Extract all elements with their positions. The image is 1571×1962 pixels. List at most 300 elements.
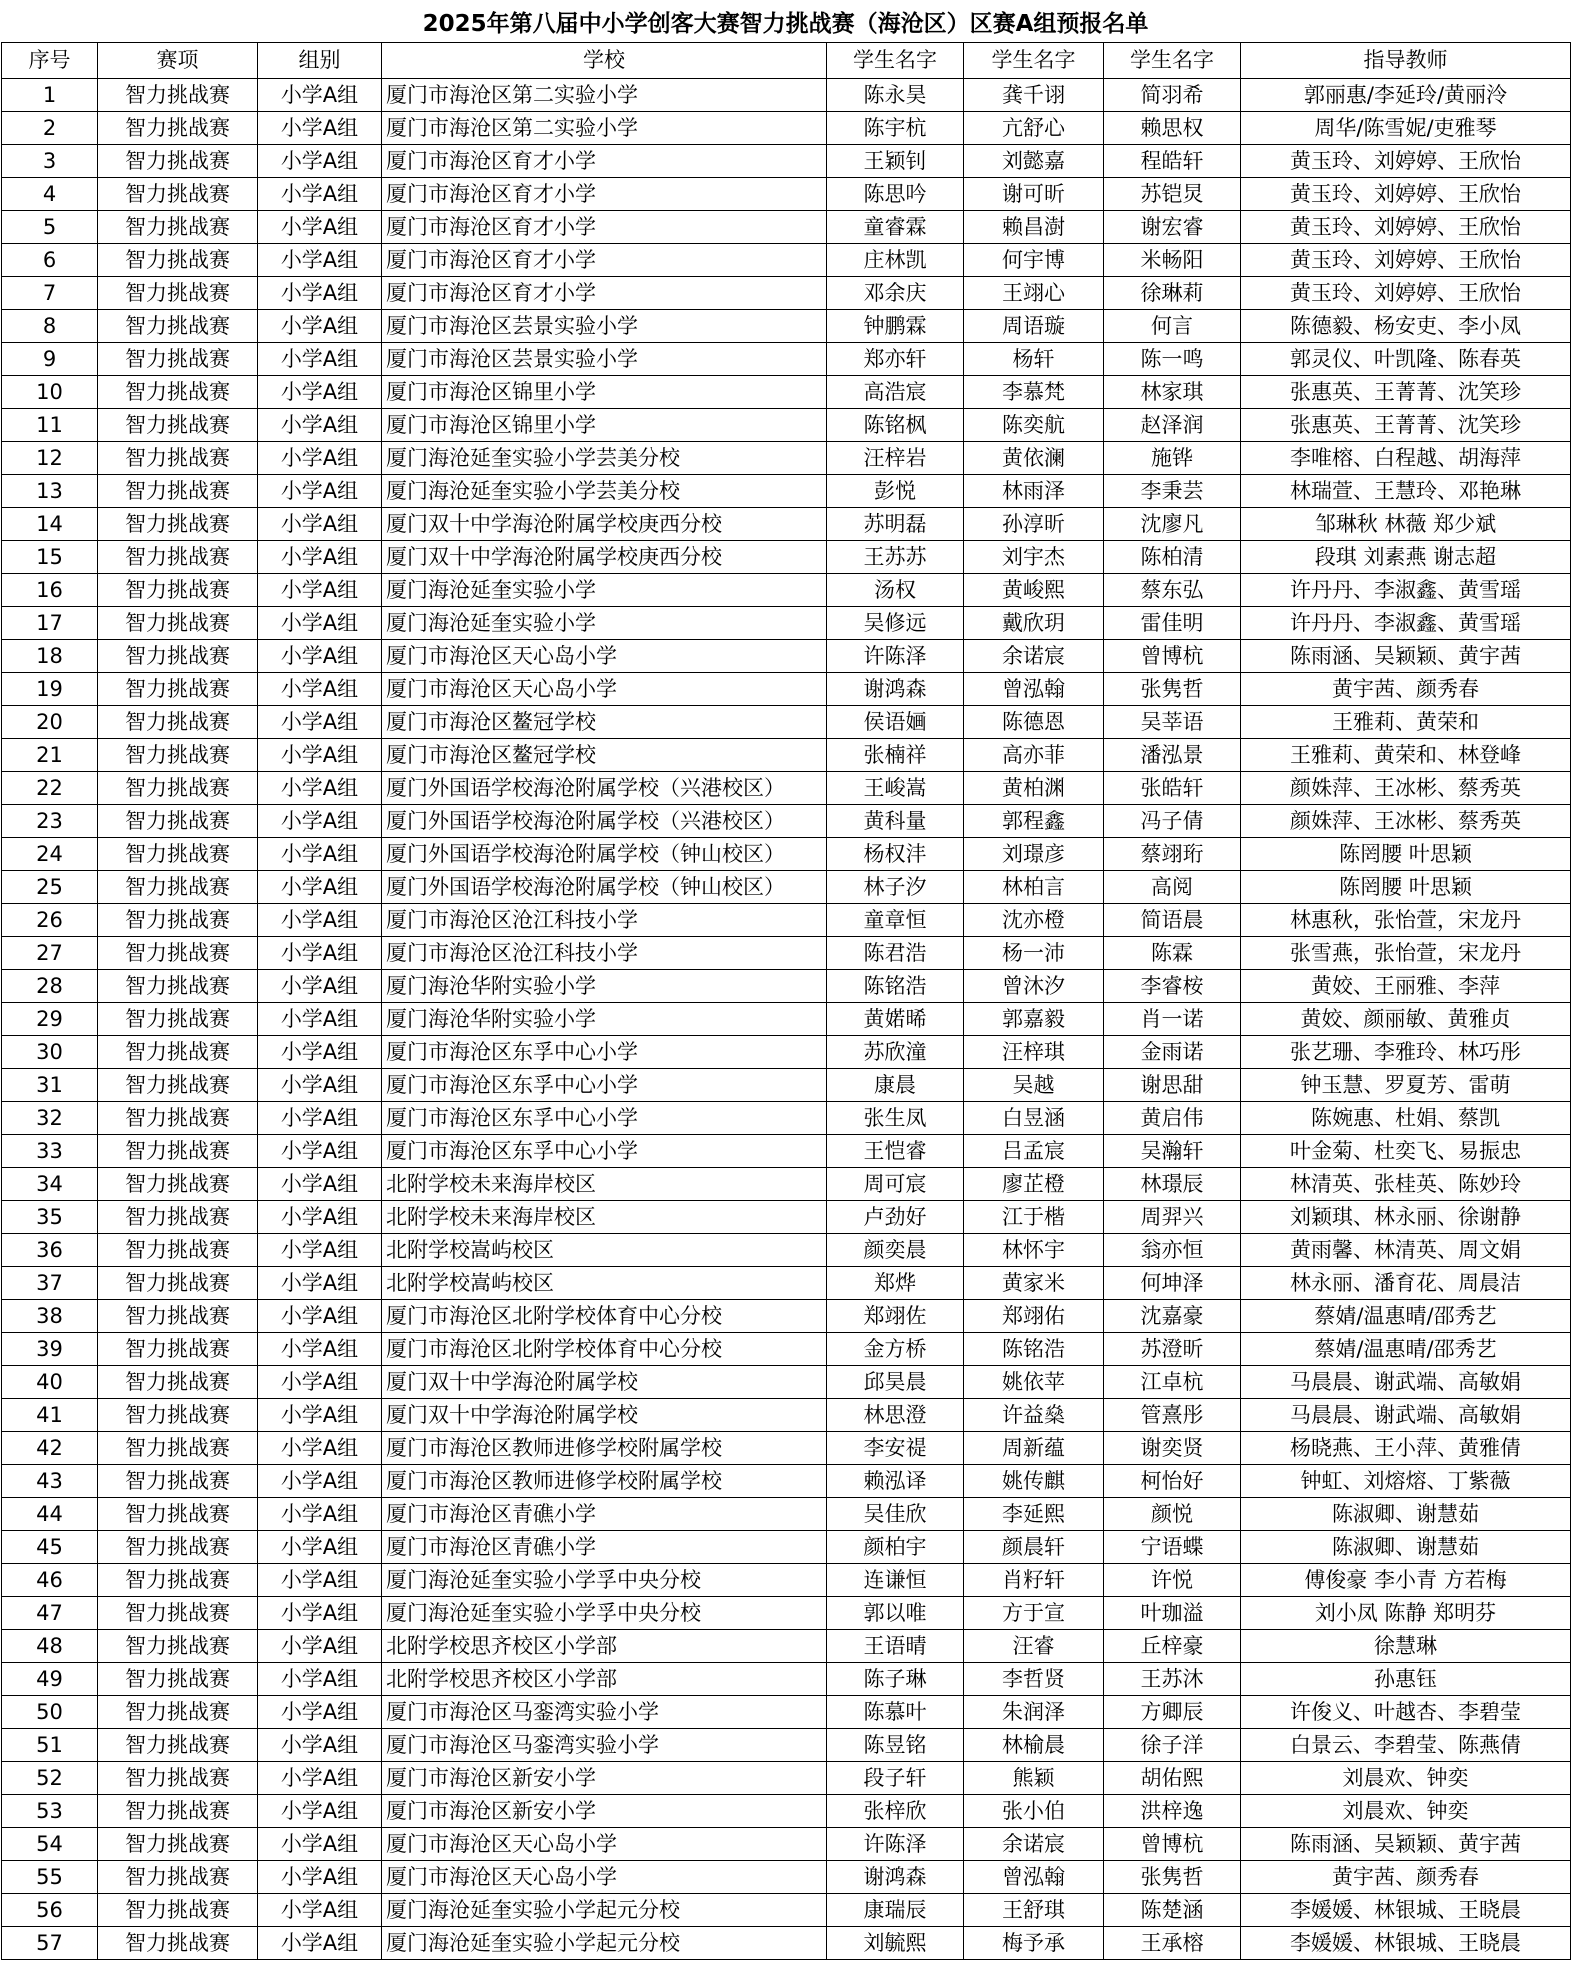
cell-student-1: 邱昊晨 (827, 1366, 964, 1399)
cell-student-1: 童章恒 (827, 904, 964, 937)
cell-index: 23 (2, 805, 98, 838)
cell-event: 智力挑战赛 (98, 1696, 258, 1729)
cell-student-2: 李慕梵 (964, 376, 1104, 409)
cell-group: 小学A组 (258, 409, 382, 442)
cell-index: 38 (2, 1300, 98, 1333)
cell-student-2: 谢可昕 (964, 178, 1104, 211)
cell-school: 厦门市海沧区教师进修学校附属学校 (382, 1465, 827, 1498)
cell-group: 小学A组 (258, 79, 382, 112)
cell-student-1: 颜奕晨 (827, 1234, 964, 1267)
cell-group: 小学A组 (258, 145, 382, 178)
cell-student-3: 曾博杭 (1104, 640, 1241, 673)
table-row (2, 1498, 1571, 1531)
cell-group: 小学A组 (258, 805, 382, 838)
table-row (2, 79, 1571, 112)
cell-event: 智力挑战赛 (98, 1201, 258, 1234)
cell-student-3: 陈柏清 (1104, 541, 1241, 574)
cell-event: 智力挑战赛 (98, 1828, 258, 1861)
cell-student-2: 赖昌澍 (964, 211, 1104, 244)
cell-student-1: 林思澄 (827, 1399, 964, 1432)
cell-teachers: 钟玉慧、罗夏芳、雷萌 (1241, 1069, 1571, 1102)
cell-student-1: 吴佳欣 (827, 1498, 964, 1531)
cell-group: 小学A组 (258, 1927, 382, 1960)
cell-event: 智力挑战赛 (98, 904, 258, 937)
table-row (2, 178, 1571, 211)
cell-student-1: 王峻嵩 (827, 772, 964, 805)
cell-student-3: 王苏沐 (1104, 1663, 1241, 1696)
cell-group: 小学A组 (258, 574, 382, 607)
cell-student-1: 郑亦轩 (827, 343, 964, 376)
table-row (2, 706, 1571, 739)
cell-student-3: 谢思甜 (1104, 1069, 1241, 1102)
table-row (2, 1102, 1571, 1135)
cell-index: 14 (2, 508, 98, 541)
cell-index: 22 (2, 772, 98, 805)
cell-student-2: 白昱涵 (964, 1102, 1104, 1135)
cell-student-1: 金方桥 (827, 1333, 964, 1366)
cell-index: 45 (2, 1531, 98, 1564)
cell-student-1: 王苏苏 (827, 541, 964, 574)
cell-student-2: 廖芷橙 (964, 1168, 1104, 1201)
cell-group: 小学A组 (258, 1432, 382, 1465)
cell-group: 小学A组 (258, 1465, 382, 1498)
cell-group: 小学A组 (258, 310, 382, 343)
cell-student-3: 林家琪 (1104, 376, 1241, 409)
cell-index: 50 (2, 1696, 98, 1729)
cell-student-3: 何言 (1104, 310, 1241, 343)
cell-index: 10 (2, 376, 98, 409)
table-row (2, 673, 1571, 706)
cell-index: 31 (2, 1069, 98, 1102)
cell-teachers: 刘小凤 陈静 郑明芬 (1241, 1597, 1571, 1630)
cell-event: 智力挑战赛 (98, 541, 258, 574)
cell-school: 厦门市海沧区芸景实验小学 (382, 310, 827, 343)
header-event: 赛项 (98, 43, 258, 79)
cell-index: 17 (2, 607, 98, 640)
cell-index: 24 (2, 838, 98, 871)
cell-student-3: 李睿桉 (1104, 970, 1241, 1003)
table-row (2, 1069, 1571, 1102)
table-row (2, 904, 1571, 937)
cell-event: 智力挑战赛 (98, 1135, 258, 1168)
cell-group: 小学A组 (258, 343, 382, 376)
cell-index: 4 (2, 178, 98, 211)
table-row (2, 541, 1571, 574)
cell-teachers: 陈雨涵、吴颖颖、黄宇茜 (1241, 1828, 1571, 1861)
cell-event: 智力挑战赛 (98, 475, 258, 508)
cell-teachers: 许丹丹、李淑鑫、黄雪瑶 (1241, 574, 1571, 607)
cell-index: 39 (2, 1333, 98, 1366)
cell-index: 11 (2, 409, 98, 442)
cell-index: 35 (2, 1201, 98, 1234)
header-teachers: 指导教师 (1241, 43, 1571, 79)
cell-group: 小学A组 (258, 1861, 382, 1894)
cell-student-3: 黄启伟 (1104, 1102, 1241, 1135)
cell-index: 3 (2, 145, 98, 178)
cell-student-3: 王承榕 (1104, 1927, 1241, 1960)
cell-student-2: 林榆晨 (964, 1729, 1104, 1762)
cell-event: 智力挑战赛 (98, 442, 258, 475)
cell-student-2: 李哲贤 (964, 1663, 1104, 1696)
cell-school: 厦门市海沧区东孚中心小学 (382, 1102, 827, 1135)
cell-school: 厦门市海沧区天心岛小学 (382, 673, 827, 706)
cell-student-1: 张梓欣 (827, 1795, 964, 1828)
cell-student-1: 黄科量 (827, 805, 964, 838)
cell-teachers: 白景云、李碧莹、陈燕倩 (1241, 1729, 1571, 1762)
cell-student-3: 江卓杭 (1104, 1366, 1241, 1399)
cell-student-3: 吴莘语 (1104, 706, 1241, 739)
table-row (2, 475, 1571, 508)
cell-student-1: 陈思吟 (827, 178, 964, 211)
cell-teachers: 叶金菊、杜奕飞、易振忠 (1241, 1135, 1571, 1168)
cell-group: 小学A组 (258, 838, 382, 871)
cell-student-3: 管熹彤 (1104, 1399, 1241, 1432)
cell-student-1: 侯语婳 (827, 706, 964, 739)
cell-student-2: 亢舒心 (964, 112, 1104, 145)
cell-student-1: 周可宸 (827, 1168, 964, 1201)
table-row (2, 1762, 1571, 1795)
cell-student-2: 刘璟彦 (964, 838, 1104, 871)
cell-student-3: 谢宏睿 (1104, 211, 1241, 244)
cell-event: 智力挑战赛 (98, 508, 258, 541)
table-row (2, 508, 1571, 541)
cell-school: 北附学校思齐校区小学部 (382, 1630, 827, 1663)
cell-event: 智力挑战赛 (98, 1333, 258, 1366)
table-row (2, 574, 1571, 607)
cell-teachers: 黄姣、颜丽敏、黄雅贞 (1241, 1003, 1571, 1036)
cell-group: 小学A组 (258, 1168, 382, 1201)
cell-student-2: 余诺宸 (964, 640, 1104, 673)
cell-student-2: 曾泓翰 (964, 1861, 1104, 1894)
cell-event: 智力挑战赛 (98, 79, 258, 112)
cell-index: 47 (2, 1597, 98, 1630)
table-row (2, 1795, 1571, 1828)
cell-school: 厦门市海沧区育才小学 (382, 145, 827, 178)
cell-student-2: 林怀宇 (964, 1234, 1104, 1267)
cell-student-2: 戴欣玥 (964, 607, 1104, 640)
table-row (2, 1828, 1571, 1861)
cell-student-2: 刘懿嘉 (964, 145, 1104, 178)
cell-student-3: 高阅 (1104, 871, 1241, 904)
cell-teachers: 马晨晨、谢武端、高敏娟 (1241, 1366, 1571, 1399)
cell-group: 小学A组 (258, 1333, 382, 1366)
cell-student-3: 许悦 (1104, 1564, 1241, 1597)
cell-student-2: 周语璇 (964, 310, 1104, 343)
cell-school: 厦门市海沧区马銮湾实验小学 (382, 1696, 827, 1729)
cell-student-2: 陈奕航 (964, 409, 1104, 442)
cell-teachers: 陈雨涵、吴颖颖、黄宇茜 (1241, 640, 1571, 673)
cell-school: 厦门市海沧区北附学校体育中心分校 (382, 1333, 827, 1366)
cell-group: 小学A组 (258, 1828, 382, 1861)
cell-teachers: 黄宇茜、颜秀春 (1241, 1861, 1571, 1894)
cell-group: 小学A组 (258, 607, 382, 640)
cell-group: 小学A组 (258, 1597, 382, 1630)
cell-teachers: 陈淑卿、谢慧茹 (1241, 1531, 1571, 1564)
cell-event: 智力挑战赛 (98, 1663, 258, 1696)
table-row (2, 1597, 1571, 1630)
table-row (2, 1300, 1571, 1333)
cell-event: 智力挑战赛 (98, 277, 258, 310)
header-student-2: 学生名字 (964, 43, 1104, 79)
cell-school: 厦门市海沧区沧江科技小学 (382, 904, 827, 937)
header-student-1: 学生名字 (827, 43, 964, 79)
table-row (2, 1531, 1571, 1564)
cell-student-1: 许陈泽 (827, 640, 964, 673)
cell-school: 厦门双十中学海沧附属学校庚西分校 (382, 541, 827, 574)
cell-student-3: 张皓轩 (1104, 772, 1241, 805)
cell-student-3: 米畅阳 (1104, 244, 1241, 277)
cell-group: 小学A组 (258, 1498, 382, 1531)
cell-index: 46 (2, 1564, 98, 1597)
cell-group: 小学A组 (258, 1267, 382, 1300)
cell-student-2: 曾泓翰 (964, 673, 1104, 706)
cell-group: 小学A组 (258, 1531, 382, 1564)
cell-student-3: 张隽哲 (1104, 1861, 1241, 1894)
cell-student-2: 方于宣 (964, 1597, 1104, 1630)
table-row (2, 1036, 1571, 1069)
cell-student-2: 陈铭浩 (964, 1333, 1104, 1366)
cell-student-1: 陈宇杭 (827, 112, 964, 145)
cell-teachers: 许丹丹、李淑鑫、黄雪瑶 (1241, 607, 1571, 640)
cell-student-2: 郭嘉毅 (964, 1003, 1104, 1036)
table-row (2, 211, 1571, 244)
cell-student-2: 张小伯 (964, 1795, 1104, 1828)
cell-student-2: 肖籽轩 (964, 1564, 1104, 1597)
cell-school: 厦门海沧延奎实验小学 (382, 607, 827, 640)
cell-school: 厦门市海沧区天心岛小学 (382, 640, 827, 673)
cell-student-3: 李秉芸 (1104, 475, 1241, 508)
cell-student-2: 陈德恩 (964, 706, 1104, 739)
cell-event: 智力挑战赛 (98, 838, 258, 871)
table-row (2, 1267, 1571, 1300)
cell-teachers: 张惠英、王菁菁、沈笑珍 (1241, 376, 1571, 409)
cell-school: 厦门市海沧区青礁小学 (382, 1498, 827, 1531)
cell-event: 智力挑战赛 (98, 1300, 258, 1333)
registration-table (1, 42, 1571, 1960)
cell-student-3: 洪梓逸 (1104, 1795, 1241, 1828)
cell-teachers: 黄玉玲、刘婷婷、王欣怡 (1241, 211, 1571, 244)
cell-group: 小学A组 (258, 112, 382, 145)
cell-school: 厦门市海沧区芸景实验小学 (382, 343, 827, 376)
table-row (2, 739, 1571, 772)
cell-index: 48 (2, 1630, 98, 1663)
cell-index: 15 (2, 541, 98, 574)
cell-student-3: 施铧 (1104, 442, 1241, 475)
cell-student-1: 吴修远 (827, 607, 964, 640)
cell-student-3: 谢奕贤 (1104, 1432, 1241, 1465)
cell-student-2: 朱润泽 (964, 1696, 1104, 1729)
cell-index: 32 (2, 1102, 98, 1135)
cell-student-3: 胡佑熙 (1104, 1762, 1241, 1795)
cell-student-2: 汪梓琪 (964, 1036, 1104, 1069)
cell-index: 2 (2, 112, 98, 145)
cell-group: 小学A组 (258, 673, 382, 706)
cell-event: 智力挑战赛 (98, 574, 258, 607)
cell-teachers: 蔡婧/温惠晴/邵秀艺 (1241, 1300, 1571, 1333)
cell-student-1: 钟鹏霖 (827, 310, 964, 343)
cell-group: 小学A组 (258, 475, 382, 508)
cell-group: 小学A组 (258, 1564, 382, 1597)
cell-index: 52 (2, 1762, 98, 1795)
header-school: 学校 (382, 43, 827, 79)
cell-teachers: 刘晨欢、钟奕 (1241, 1762, 1571, 1795)
cell-student-1: 刘毓熙 (827, 1927, 964, 1960)
cell-event: 智力挑战赛 (98, 310, 258, 343)
cell-student-2: 许益燊 (964, 1399, 1104, 1432)
cell-index: 21 (2, 739, 98, 772)
cell-index: 30 (2, 1036, 98, 1069)
cell-school: 厦门市海沧区天心岛小学 (382, 1861, 827, 1894)
cell-school: 厦门外国语学校海沧附属学校（钟山校区） (382, 838, 827, 871)
table-row (2, 871, 1571, 904)
cell-student-1: 林子汐 (827, 871, 964, 904)
cell-school: 厦门市海沧区新安小学 (382, 1795, 827, 1828)
cell-student-3: 叶珈溢 (1104, 1597, 1241, 1630)
cell-teachers: 徐慧琳 (1241, 1630, 1571, 1663)
cell-student-1: 卢劲好 (827, 1201, 964, 1234)
cell-index: 13 (2, 475, 98, 508)
cell-index: 43 (2, 1465, 98, 1498)
cell-index: 40 (2, 1366, 98, 1399)
cell-school: 厦门市海沧区新安小学 (382, 1762, 827, 1795)
cell-teachers: 傅俊豪 李小青 方若梅 (1241, 1564, 1571, 1597)
cell-student-2: 林雨泽 (964, 475, 1104, 508)
cell-school: 北附学校未来海岸校区 (382, 1201, 827, 1234)
cell-student-3: 周羿兴 (1104, 1201, 1241, 1234)
cell-school: 厦门海沧延奎实验小学芸美分校 (382, 475, 827, 508)
table-row (2, 1201, 1571, 1234)
cell-event: 智力挑战赛 (98, 1597, 258, 1630)
cell-student-1: 苏明磊 (827, 508, 964, 541)
cell-index: 27 (2, 937, 98, 970)
cell-school: 厦门市海沧区鳌冠学校 (382, 739, 827, 772)
cell-event: 智力挑战赛 (98, 1531, 258, 1564)
cell-school: 厦门市海沧区锦里小学 (382, 409, 827, 442)
table-row (2, 1234, 1571, 1267)
cell-group: 小学A组 (258, 1102, 382, 1135)
cell-student-3: 何坤泽 (1104, 1267, 1241, 1300)
cell-group: 小学A组 (258, 1366, 382, 1399)
cell-teachers: 刘晨欢、钟奕 (1241, 1795, 1571, 1828)
cell-group: 小学A组 (258, 1300, 382, 1333)
cell-event: 智力挑战赛 (98, 1069, 258, 1102)
cell-school: 厦门市海沧区鳌冠学校 (382, 706, 827, 739)
cell-student-3: 沈廖凡 (1104, 508, 1241, 541)
cell-event: 智力挑战赛 (98, 1267, 258, 1300)
cell-student-1: 王颖钊 (827, 145, 964, 178)
cell-event: 智力挑战赛 (98, 244, 258, 277)
cell-teachers: 邹琳秋 林薇 郑少斌 (1241, 508, 1571, 541)
cell-index: 57 (2, 1927, 98, 1960)
cell-teachers: 周华/陈雪妮/吏雅琴 (1241, 112, 1571, 145)
cell-school: 北附学校嵩屿校区 (382, 1234, 827, 1267)
cell-event: 智力挑战赛 (98, 1795, 258, 1828)
table-row (2, 640, 1571, 673)
cell-school: 北附学校未来海岸校区 (382, 1168, 827, 1201)
cell-school: 厦门海沧延奎实验小学孚中央分校 (382, 1564, 827, 1597)
cell-teachers: 马晨晨、谢武端、高敏娟 (1241, 1399, 1571, 1432)
cell-group: 小学A组 (258, 541, 382, 574)
cell-student-2: 梅予承 (964, 1927, 1104, 1960)
cell-student-3: 沈嘉豪 (1104, 1300, 1241, 1333)
cell-group: 小学A组 (258, 1003, 382, 1036)
cell-group: 小学A组 (258, 937, 382, 970)
cell-event: 智力挑战赛 (98, 1861, 258, 1894)
cell-student-1: 郑翊佐 (827, 1300, 964, 1333)
cell-student-1: 谢鸿森 (827, 673, 964, 706)
cell-group: 小学A组 (258, 871, 382, 904)
cell-student-1: 陈君浩 (827, 937, 964, 970)
cell-student-3: 程皓轩 (1104, 145, 1241, 178)
table-row (2, 1399, 1571, 1432)
cell-student-1: 陈永昊 (827, 79, 964, 112)
cell-event: 智力挑战赛 (98, 772, 258, 805)
cell-event: 智力挑战赛 (98, 145, 258, 178)
cell-student-3: 苏澄昕 (1104, 1333, 1241, 1366)
cell-teachers: 林永丽、潘育花、周晨洁 (1241, 1267, 1571, 1300)
cell-school: 厦门市海沧区沧江科技小学 (382, 937, 827, 970)
cell-student-3: 陈霖 (1104, 937, 1241, 970)
cell-index: 53 (2, 1795, 98, 1828)
cell-student-1: 汪梓岩 (827, 442, 964, 475)
cell-student-1: 陈铭浩 (827, 970, 964, 1003)
cell-student-2: 杨轩 (964, 343, 1104, 376)
cell-school: 厦门市海沧区第二实验小学 (382, 79, 827, 112)
cell-index: 44 (2, 1498, 98, 1531)
table-row (2, 1333, 1571, 1366)
cell-event: 智力挑战赛 (98, 1762, 258, 1795)
cell-index: 41 (2, 1399, 98, 1432)
cell-student-2: 郑翊佑 (964, 1300, 1104, 1333)
cell-group: 小学A组 (258, 739, 382, 772)
cell-student-3: 简羽希 (1104, 79, 1241, 112)
cell-group: 小学A组 (258, 277, 382, 310)
cell-student-3: 蔡东弘 (1104, 574, 1241, 607)
cell-event: 智力挑战赛 (98, 1465, 258, 1498)
cell-student-1: 段子轩 (827, 1762, 964, 1795)
cell-teachers: 郭灵仪、叶凯隆、陈春英 (1241, 343, 1571, 376)
cell-index: 28 (2, 970, 98, 1003)
table-row (2, 1003, 1571, 1036)
cell-event: 智力挑战赛 (98, 1102, 258, 1135)
cell-group: 小学A组 (258, 1036, 382, 1069)
cell-group: 小学A组 (258, 772, 382, 805)
cell-group: 小学A组 (258, 1729, 382, 1762)
cell-student-2: 王翊心 (964, 277, 1104, 310)
table-row (2, 376, 1571, 409)
cell-school: 厦门双十中学海沧附属学校 (382, 1399, 827, 1432)
cell-school: 厦门双十中学海沧附属学校庚西分校 (382, 508, 827, 541)
cell-teachers: 颜姝萍、王冰彬、蔡秀英 (1241, 772, 1571, 805)
cell-event: 智力挑战赛 (98, 1003, 258, 1036)
cell-teachers: 李唯榕、白程越、胡海萍 (1241, 442, 1571, 475)
cell-school: 厦门海沧华附实验小学 (382, 970, 827, 1003)
cell-event: 智力挑战赛 (98, 409, 258, 442)
cell-teachers: 颜姝萍、王冰彬、蔡秀英 (1241, 805, 1571, 838)
cell-student-2: 颜晨轩 (964, 1531, 1104, 1564)
cell-student-3: 吴瀚轩 (1104, 1135, 1241, 1168)
cell-teachers: 杨晓燕、王小萍、黄雅倩 (1241, 1432, 1571, 1465)
table-row (2, 409, 1571, 442)
cell-event: 智力挑战赛 (98, 1432, 258, 1465)
cell-group: 小学A组 (258, 904, 382, 937)
cell-teachers: 郭丽惠/李延玲/黄丽泠 (1241, 79, 1571, 112)
cell-group: 小学A组 (258, 640, 382, 673)
cell-student-1: 连谦恒 (827, 1564, 964, 1597)
cell-event: 智力挑战赛 (98, 1894, 258, 1927)
cell-school: 厦门外国语学校海沧附属学校（钟山校区） (382, 871, 827, 904)
table-row (2, 310, 1571, 343)
